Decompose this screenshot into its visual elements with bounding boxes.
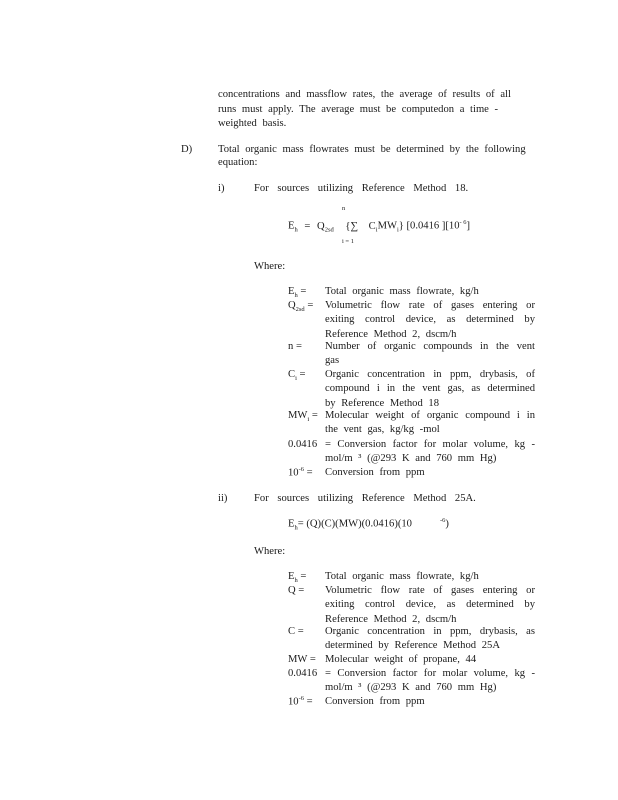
def-text: Molecular weight of organic compound i in the vent gas, kg/kg -mol xyxy=(325,410,535,436)
def-text: Volumetric flow rate of gases entering or exiting control device, as determined by Reference Method 2, dscm/h xyxy=(325,585,535,625)
section-d-line-2: equation: xyxy=(218,157,258,168)
def-term: C = xyxy=(288,626,304,637)
def-term: $10^{-6}$ = xyxy=(288,695,313,708)
def-term: Q = xyxy=(288,585,305,596)
def-term: $E_h$ = xyxy=(288,571,307,585)
section-d-label: D) xyxy=(181,144,193,155)
eq-close: ] xyxy=(466,220,471,232)
eq-q: Q xyxy=(317,220,325,232)
def-term: MW = xyxy=(288,654,316,665)
intro-line-3: weighted basis. xyxy=(218,118,287,129)
eq-sum: {∑ xyxy=(345,220,359,232)
equation-lhs xyxy=(288,219,470,235)
def-text: Total organic mass flowrate, kg/h xyxy=(325,286,479,297)
def-term: $MW_i$ = xyxy=(288,410,318,424)
eq2-rhs: = (Q)(C)(MW)(0.0416)(10 xyxy=(297,518,412,530)
def-term: $E_h$ = xyxy=(288,286,307,300)
eq-mw: MW xyxy=(377,220,397,232)
def-text: Organic concentration in ppm, drybasis, of compound i in the vent gas, as determined by Reference Method 18 xyxy=(325,369,535,409)
eq-equals: = xyxy=(304,220,311,232)
where-label-ii: Where: xyxy=(254,546,286,557)
eq2-e-sub: h xyxy=(294,524,298,532)
eq-c-sub: i xyxy=(375,226,378,234)
part-i-heading: For sources utilizing Reference Method 18. xyxy=(254,183,469,194)
def-text: Organic concentration in ppm, drybasis, as determined by Reference Method 25A xyxy=(325,626,535,652)
eq-e-sub: h xyxy=(294,226,298,234)
eq2-exp: -6 xyxy=(439,517,446,524)
eq-q-sub: 2sd xyxy=(324,226,334,234)
part-i-label: i) xyxy=(218,183,225,194)
def-text: = Conversion factor for molar volume, kg - mol/m ³ (@293 K and 760 mm Hg) xyxy=(325,439,535,465)
def-term: 0.0416 xyxy=(288,668,318,679)
intro-line-2: runs must apply. The average must be computedon a time - xyxy=(218,104,499,115)
def-text: Conversion from ppm xyxy=(325,467,425,478)
def-term: 0.0416 xyxy=(288,439,318,450)
def-text: Total organic mass flowrate, kg/h xyxy=(325,571,479,582)
sum-lower-limit: i = 1 xyxy=(342,238,354,245)
equation-method-25a xyxy=(288,517,449,533)
def-text: = Conversion factor for molar volume, kg - mol/m ³ (@293 K and 760 mm Hg) xyxy=(325,668,535,694)
def-text: Volumetric flow rate of gases entering or exiting control device, as determined by Reference Method 2, dscm/h xyxy=(325,300,535,340)
part-ii-label: ii) xyxy=(218,493,228,504)
sum-upper-limit: n xyxy=(342,205,346,212)
def-term: $Q_{2sd}$ = xyxy=(288,300,314,314)
def-term: $C_i$ = xyxy=(288,369,306,383)
section-d-line-1: Total organic mass flowrates must be determined by the following xyxy=(218,144,526,155)
def-text: Molecular weight of propane, 44 xyxy=(325,654,477,665)
def-text: Conversion from ppm xyxy=(325,696,425,707)
eq-mw-sub: i xyxy=(396,226,399,234)
eq-exp: - 6 xyxy=(459,219,467,226)
def-term: n = xyxy=(288,341,302,352)
eq-c: C xyxy=(368,220,376,232)
part-ii-heading: For sources utilizing Reference Method 25A. xyxy=(254,493,476,504)
eq2-close: ) xyxy=(445,518,449,530)
eq-e: E xyxy=(288,220,295,232)
intro-line-1: concentrations and massflow rates, the average of results of all xyxy=(218,89,511,100)
eq-rest: } [0.0416 ][10 xyxy=(398,220,460,232)
def-term: $10^{-6}$ = xyxy=(288,466,313,479)
eq2-e: E xyxy=(288,518,295,530)
where-label-i: Where: xyxy=(254,261,286,272)
def-text: Number of organic compounds in the vent gas xyxy=(325,341,535,367)
